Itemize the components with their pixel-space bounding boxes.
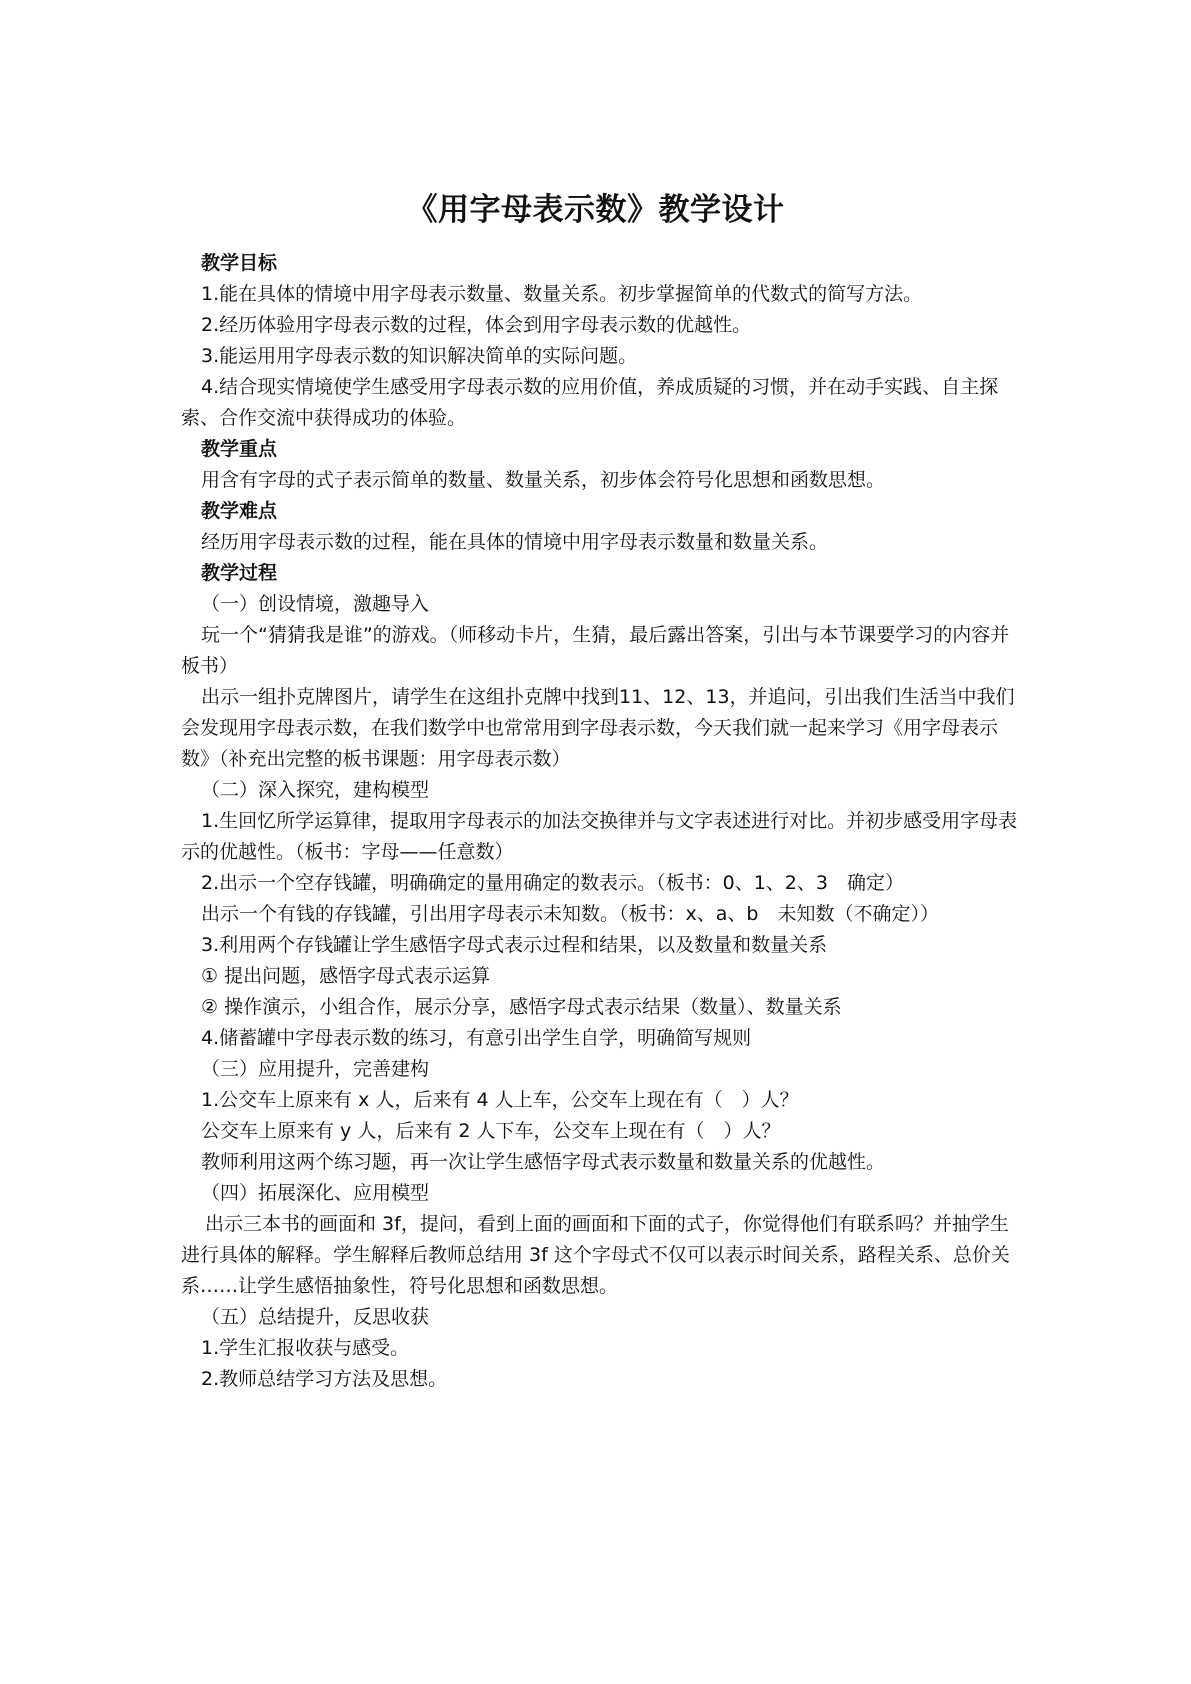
document-body	[181, 248, 1019, 1395]
step2-title: （二）深入探究，建构模型	[201, 779, 430, 801]
difficulty-heading: 教学难点	[201, 500, 278, 522]
goal-item-2: 2.经历体验用字母表示数的过程，体会到用字母表示数的优越性。	[201, 314, 752, 336]
step2-paragraph-6: ② 操作演示，小组合作，展示分享，感悟字母式表示结果（数量）、数量关系	[201, 996, 842, 1018]
goal-item-1: 1.能在具体的情境中用字母表示数量、数量关系。初步掌握简单的代数式的简写方法。	[201, 283, 923, 305]
step3-paragraph-3: 教师利用这两个练习题，再一次让学生感悟字母式表示数量和数量关系的优越性。	[201, 1151, 886, 1173]
step1-paragraph-1: 玩一个“猜猜我是谁”的游戏。（师移动卡片，生猜，最后露出答案，引出与本节课要学习的内容并板书）	[181, 624, 1010, 677]
step2-paragraph-3: 出示一个有钱的存钱罐，引出用字母表示未知数。（板书：x、a、b 未知数（不确定））	[201, 903, 939, 925]
step1-title: （一）创设情境，激趣导入	[201, 593, 430, 615]
key-text: 用含有字母的式子表示简单的数量、数量关系，初步体会符号化思想和函数思想。	[201, 469, 886, 491]
step2-paragraph-7: 4.储蓄罐中字母表示数的练习，有意引出学生自学，明确简写规则	[201, 1027, 752, 1049]
step5-paragraph-1: 1.学生汇报收获与感受。	[201, 1337, 410, 1359]
goal-item-3: 3.能运用用字母表示数的知识解决简单的实际问题。	[201, 345, 638, 367]
step3-paragraph-1: 1.公交车上原来有 x 人，后来有 4 人上车，公交车上现在有（ ）人？	[201, 1089, 799, 1111]
difficulty-text: 经历用字母表示数的过程，能在具体的情境中用字母表示数量和数量关系。	[201, 531, 829, 553]
goal-item-4: 4.结合现实情境使学生感受用字母表示数的应用价值，养成质疑的习惯，并在动手实践、自主探索、合作交流中获得成功的体验。	[181, 376, 999, 429]
step5-title: （五）总结提升，反思收获	[201, 1306, 430, 1328]
step5-paragraph-2: 2.教师总结学习方法及思想。	[201, 1368, 448, 1390]
step4-paragraph-1: 出示三本书的画面和 3f，提问，看到上面的画面和下面的式子，你觉得他们有联系吗？并抽学生进行具体的解释。学生解释后教师总结用 3f 这个字母式不仅可以表示时间关系，路程关系、总价关系……让学生感悟抽象性，符号化思想和函数思想。	[181, 1213, 1010, 1297]
step2-paragraph-2: 2.出示一个空存钱罐，明确确定的量用确定的数表示。（板书：0、1、2、3 确定）	[201, 872, 904, 894]
step3-title: （三）应用提升，完善建构	[201, 1058, 430, 1080]
goals-heading: 教学目标	[201, 252, 278, 274]
step3-paragraph-2: 公交车上原来有 y 人，后来有 2 人下车，公交车上现在有（ ）人？	[201, 1120, 781, 1142]
key-heading: 教学重点	[201, 438, 278, 460]
step1-paragraph-2: 出示一组扑克牌图片，请学生在这组扑克牌中找到11、12、13，并追问，引出我们生活当中我们会发现用字母表示数，在我们数学中也常常用到字母表示数，今天我们就一起来学习《用字母表示数》（补充出完整的板书课题：用字母表示数）	[181, 686, 1015, 770]
step4-title: （四）拓展深化、应用模型	[201, 1182, 430, 1204]
step2-paragraph-4: 3.利用两个存钱罐让学生感悟字母式表示过程和结果，以及数量和数量关系	[201, 934, 828, 956]
document-title: 《用字母表示数》教学设计	[406, 192, 785, 228]
step2-paragraph-5: ① 提出问题，感悟字母式表示运算	[201, 965, 491, 987]
step2-paragraph-1: 1.生回忆所学运算律，提取用字母表示的加法交换律并与文字表述进行对比。并初步感受用字母表示的优越性。（板书：字母——任意数）	[181, 810, 1018, 863]
process-heading: 教学过程	[201, 562, 278, 584]
